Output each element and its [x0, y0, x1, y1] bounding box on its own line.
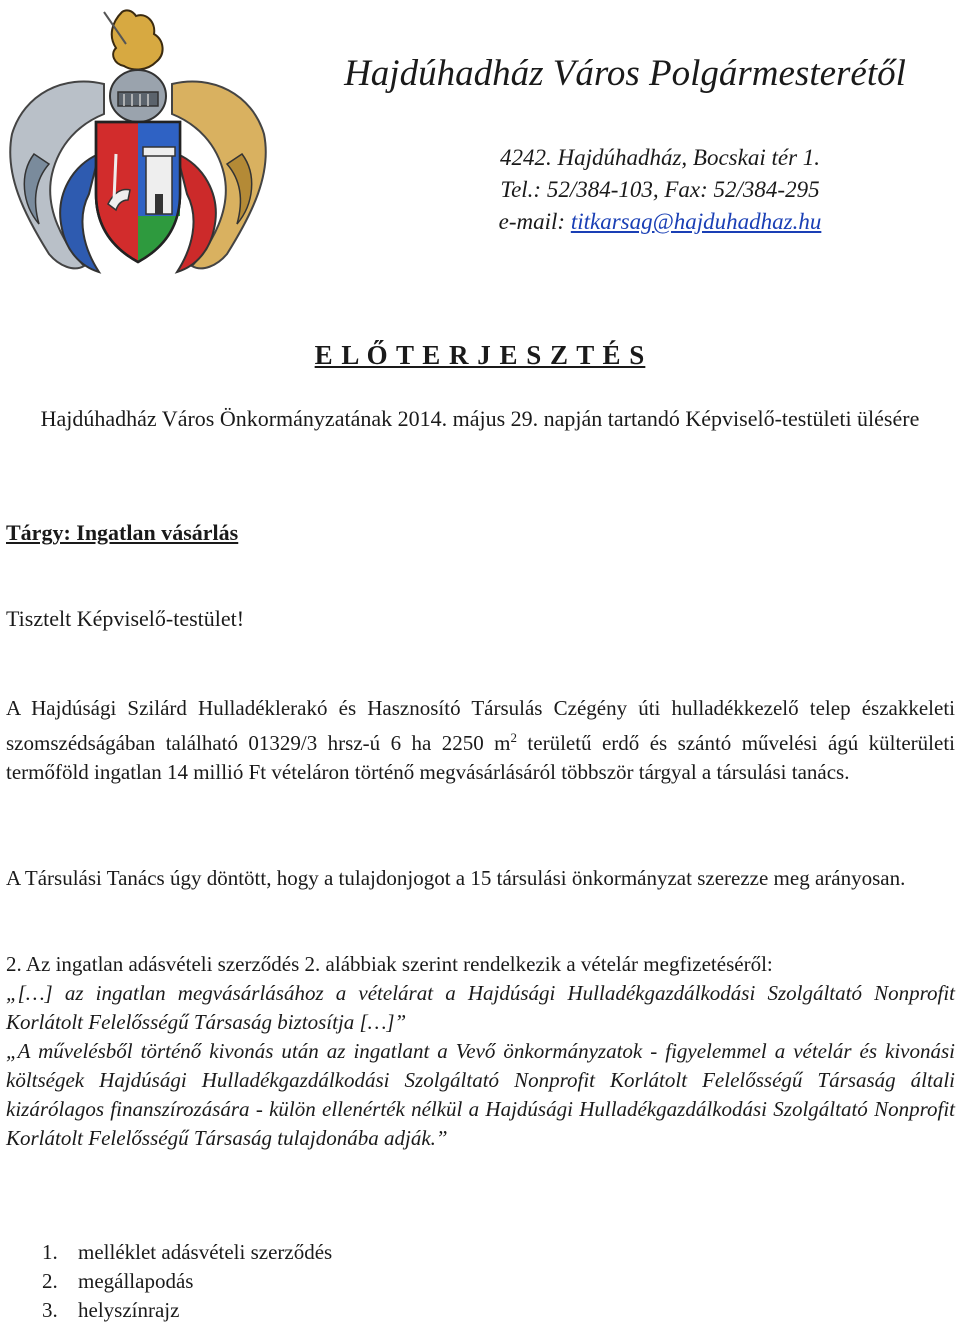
attachment-number: 2. [42, 1269, 58, 1293]
attachment-item [42, 1267, 193, 1296]
attachment-item [42, 1238, 332, 1267]
phone-fax: Tel.: 52/384-103, Fax: 52/384-295 [500, 177, 820, 202]
attachment-number: 1. [42, 1240, 58, 1264]
paragraph-3: 2. Az ingatlan adásvételi szerződés 2. alábbiak szerint rendelkezik a vételár megfizetéséről: [6, 952, 773, 976]
email-label: e-mail: [498, 209, 566, 234]
quote-2: „A művelésből történő kivonás után az ingatlant a Vevő önkormányzatok - figyelemmel a vételár és kivonási költségek Hajdúsági Hulladékgazdálkodási Szolgáltató Nonprofit Korlátolt Felelősségű Társaság általi kizárólagos finanszírozására - külön ellenérték nélkül a Hajdúsági Hulladékgazdálkodási Szolgáltató Nonprofit Korlátolt Felelősségű Társaság tulajdonába adják.” [6, 1039, 955, 1150]
paragraph-1-part-b: területű erdő és szántó művelési ágú külterületi termőföld ingatlan 14 millió Ft vételáron történő megvásárlásáról többször tárgyal a társulási tanács. [6, 731, 955, 784]
quote-1: „[…] az ingatlan megvásárlásához a vételárat a Hajdúsági Hulladékgazdálkodási Szolgáltató Nonprofit Korlátolt Felelősségű Társaság biztosítja […]” [6, 981, 955, 1034]
attachment-number: 3. [42, 1298, 58, 1322]
address: 4242. Hajdúhadház, Bocskai tér 1. [499, 145, 821, 170]
email-line [400, 206, 920, 238]
salutation: Tisztelt Képviselő-testület! [6, 606, 245, 631]
contract-quote [6, 979, 955, 1153]
email-link[interactable]: titkarsag@hajduhadhaz.hu [570, 209, 822, 234]
attachment-label: helyszínrajz [78, 1298, 180, 1322]
attachment-label: melléklet adásvételi szerződés [78, 1240, 333, 1264]
paragraph-1-part-a: A Hajdúsági Szilárd Hulladéklerakó és Hasznosító Társulás Czégény úti hulladékkezelő telep északkeleti szomszédságában található 01329/3 hrsz-ú 6 ha 2250 m [6, 696, 955, 755]
paragraph-1 [6, 694, 955, 787]
meeting-line: Hajdúhadház Város Önkormányzatának 2014. május 29. napján tartandó Képviselő-testületi ülésére [40, 406, 920, 431]
document-heading: E L Ő T E R J E S Z T É S [314, 340, 646, 370]
attachment-label: megállapodás [78, 1269, 194, 1293]
attachment-item [42, 1296, 179, 1325]
paragraph-1-superscript: 2 [510, 730, 517, 745]
subject-line: Tárgy: Ingatlan vásárlás [6, 520, 239, 545]
paragraph-2: A Társulási Tanács úgy döntött, hogy a tulajdonjogot a 15 társulási önkormányzat szerezze meg arányosan. [6, 866, 906, 890]
coat-of-arms-logo [4, 4, 272, 278]
letterhead-title: Hajdúhadház Város Polgármesterétől [344, 53, 906, 94]
